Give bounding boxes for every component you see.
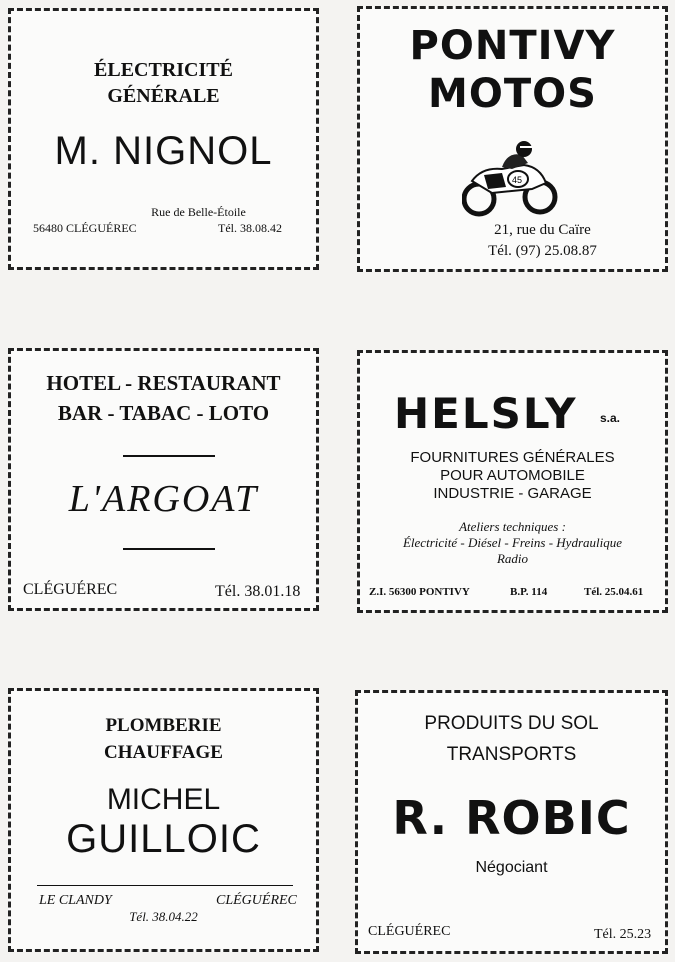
ad5-line1: PLOMBERIE [105,715,222,736]
ad5-place: LE CLANDY [39,893,112,908]
ad6-role: Négociant [475,859,548,876]
ad6-phone: Tél. 25.23 [594,927,652,942]
ad4-services: Électricité - Diésel - Freins - Hydraulique [402,535,622,550]
ad-electricite-nignol [8,8,319,270]
ad5-last-name: GUILLOIC [66,817,261,861]
ad-plomberie-guilloic [8,688,319,952]
ad1-town: 56480 CLÉGUÉREC [33,221,137,235]
ad2-line1: PONTIVY [409,23,616,69]
motorcycle-racer-icon [462,137,558,219]
ad5-town: CLÉGUÉREC [216,893,297,908]
ad4-workshops: Ateliers techniques : [459,519,566,534]
ad5-phone: Tél. 38.04.22 [129,909,198,924]
ad4-zi: Z.I. 56300 PONTIVY [369,586,470,598]
ad4-line2: POUR AUTOMOBILE [440,467,585,484]
ad3-line2: BAR - TABAC - LOTO [57,401,270,425]
ad-helsly [357,350,668,613]
ad1-street: Rue de Belle-Étoile [151,205,246,219]
ad1-phone: Tél. 38.08.42 [218,221,282,235]
ad2-bike-number: 45 [512,175,523,185]
ad6-name: R. ROBIC [392,791,631,845]
ad1-line1: ÉLECTRICITÉ [94,59,233,81]
ad3-line1: HOTEL - RESTAURANT [46,371,281,395]
ad4-radio: Radio [496,551,529,566]
ad5-line2: CHAUFFAGE [104,742,223,763]
ad4-suffix: s.a. [600,411,621,425]
ad2-line2: MOTOS [428,71,597,117]
ad6-line1: PRODUITS DU SOL [424,713,599,734]
ad-robic [355,690,668,954]
ad6-line2: TRANSPORTS [446,744,577,765]
ad4-bp: B.P. 114 [510,586,548,598]
ad4-line1: FOURNITURES GÉNÉRALES [410,449,615,466]
ad5-rule [37,885,293,886]
ad2-phone: Tél. (97) 25.08.87 [488,243,597,259]
ad4-phone: Tél. 25.04.61 [584,586,644,598]
ad3-phone: Tél. 38.01.18 [215,583,301,600]
ad1-line2: GÉNÉRALE [107,85,220,107]
ad3-name: L'ARGOAT [68,478,259,520]
ad6-town: CLÉGUÉREC [368,924,451,939]
ad3-rule-bottom [123,548,215,550]
ad3-town: CLÉGUÉREC [23,581,118,598]
ad-pontivy-motos [357,6,668,272]
ad4-line3: INDUSTRIE - GARAGE [433,485,592,502]
ad-hotel-argoat [8,348,319,611]
ad2-address: 21, rue du Caïre [494,222,591,238]
ad5-first-name: MICHEL [106,783,221,816]
ad3-rule-top [123,455,215,457]
ad1-name: M. NIGNOL [54,129,273,173]
ad4-name: HELSLY [394,389,578,438]
